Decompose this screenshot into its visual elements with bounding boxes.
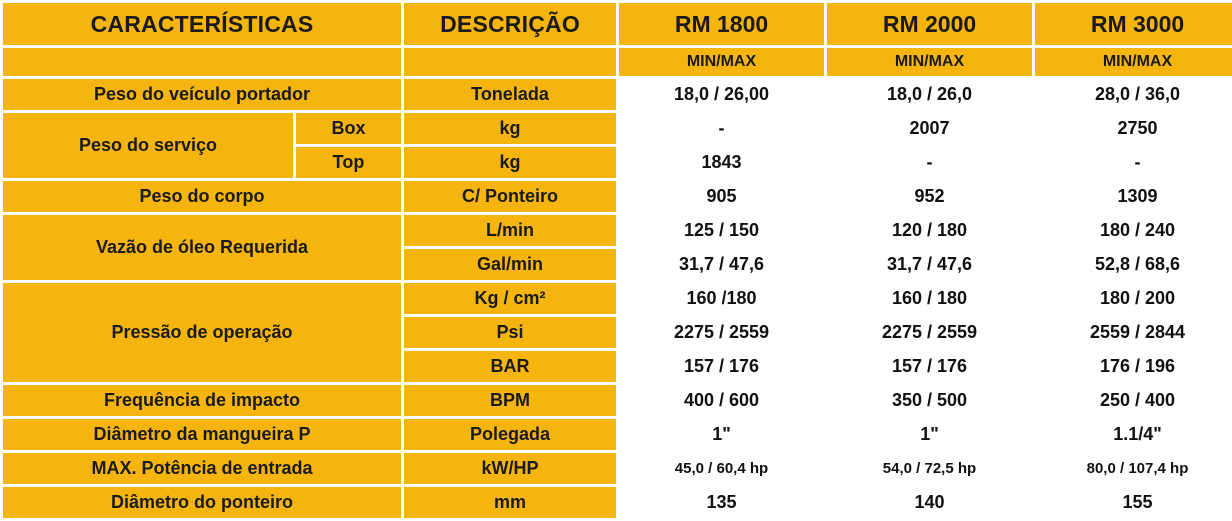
row-unit: kW/HP: [404, 453, 616, 484]
row-value-rm1800: 18,0 / 26,00: [619, 79, 824, 110]
row-subfeature: Box: [296, 113, 401, 144]
row-value-rm1800: 135: [619, 487, 824, 518]
row-value-rm3000: 250 / 400: [1035, 385, 1232, 416]
row-unit: Kg / cm²: [404, 283, 616, 314]
minmax-rm1800: MIN/MAX: [619, 48, 824, 76]
row-unit: Polegada: [404, 419, 616, 450]
row-value-rm2000: 18,0 / 26,0: [827, 79, 1032, 110]
table-row: [3, 453, 1232, 484]
table-row: [3, 283, 1232, 314]
row-value-rm1800: 400 / 600: [619, 385, 824, 416]
row-value-rm1800: 1843: [619, 147, 824, 178]
header-characteristics: CARACTERÍSTICAS: [3, 3, 401, 45]
row-value-rm1800: 905: [619, 181, 824, 212]
row-value-rm2000: 1": [827, 419, 1032, 450]
row-value-rm3000: 2750: [1035, 113, 1232, 144]
table-header-row: [3, 3, 1232, 45]
row-unit: kg: [404, 113, 616, 144]
row-value-rm2000: 140: [827, 487, 1032, 518]
row-value-rm1800: 160 /180: [619, 283, 824, 314]
row-subfeature: Top: [296, 147, 401, 178]
row-value-rm2000: 31,7 / 47,6: [827, 249, 1032, 280]
row-unit: BAR: [404, 351, 616, 382]
row-value-rm3000: 180 / 240: [1035, 215, 1232, 246]
row-feature: MAX. Potência de entrada: [3, 453, 401, 484]
row-value-rm2000: -: [827, 147, 1032, 178]
table-row: [3, 487, 1232, 518]
row-value-rm1800: 45,0 / 60,4 hp: [619, 453, 824, 484]
table-row: [3, 79, 1232, 110]
row-value-rm2000: 157 / 176: [827, 351, 1032, 382]
row-value-rm3000: 155: [1035, 487, 1232, 518]
row-unit: kg: [404, 147, 616, 178]
row-value-rm3000: 1309: [1035, 181, 1232, 212]
header-model-rm3000: RM 3000: [1035, 3, 1232, 45]
row-value-rm1800: 31,7 / 47,6: [619, 249, 824, 280]
row-value-rm3000: 2559 / 2844: [1035, 317, 1232, 348]
row-unit: C/ Ponteiro: [404, 181, 616, 212]
row-value-rm2000: 54,0 / 72,5 hp: [827, 453, 1032, 484]
header-model-rm2000: RM 2000: [827, 3, 1032, 45]
row-unit: Tonelada: [404, 79, 616, 110]
header-model-rm1800: RM 1800: [619, 3, 824, 45]
row-unit: Gal/min: [404, 249, 616, 280]
table-row: [3, 181, 1232, 212]
row-value-rm2000: 350 / 500: [827, 385, 1032, 416]
table-row: [3, 113, 1232, 144]
row-value-rm3000: 180 / 200: [1035, 283, 1232, 314]
row-feature: Vazão de óleo Requerida: [3, 215, 401, 280]
row-value-rm1800: -: [619, 113, 824, 144]
row-feature: Peso do corpo: [3, 181, 401, 212]
row-feature: Diâmetro do ponteiro: [3, 487, 401, 518]
row-value-rm3000: 80,0 / 107,4 hp: [1035, 453, 1232, 484]
row-value-rm3000: 28,0 / 36,0: [1035, 79, 1232, 110]
row-value-rm1800: 2275 / 2559: [619, 317, 824, 348]
row-value-rm2000: 2007: [827, 113, 1032, 144]
row-value-rm3000: 52,8 / 68,6: [1035, 249, 1232, 280]
row-value-rm3000: -: [1035, 147, 1232, 178]
table-row: [3, 215, 1232, 246]
minmax-rm2000: MIN/MAX: [827, 48, 1032, 76]
row-value-rm3000: 176 / 196: [1035, 351, 1232, 382]
row-feature: Peso do serviço: [3, 113, 293, 178]
row-value-rm3000: 1.1/4": [1035, 419, 1232, 450]
row-value-rm1800: 157 / 176: [619, 351, 824, 382]
table-minmax-row: [3, 48, 1232, 76]
row-feature: Frequência de impacto: [3, 385, 401, 416]
row-feature: Pressão de operação: [3, 283, 401, 382]
row-feature: Diâmetro da mangueira P: [3, 419, 401, 450]
row-value-rm1800: 1": [619, 419, 824, 450]
row-value-rm2000: 160 / 180: [827, 283, 1032, 314]
table-row: [3, 419, 1232, 450]
table-row: [3, 385, 1232, 416]
row-value-rm2000: 120 / 180: [827, 215, 1032, 246]
row-value-rm2000: 952: [827, 181, 1032, 212]
minmax-rm3000: MIN/MAX: [1035, 48, 1232, 76]
row-value-rm2000: 2275 / 2559: [827, 317, 1032, 348]
row-unit: L/min: [404, 215, 616, 246]
row-unit: BPM: [404, 385, 616, 416]
row-unit: Psi: [404, 317, 616, 348]
row-feature: Peso do veículo portador: [3, 79, 401, 110]
minmax-spacer-left: [3, 48, 401, 76]
row-unit: mm: [404, 487, 616, 518]
header-description: DESCRIÇÃO: [404, 3, 616, 45]
row-value-rm1800: 125 / 150: [619, 215, 824, 246]
minmax-spacer-desc: [404, 48, 616, 76]
